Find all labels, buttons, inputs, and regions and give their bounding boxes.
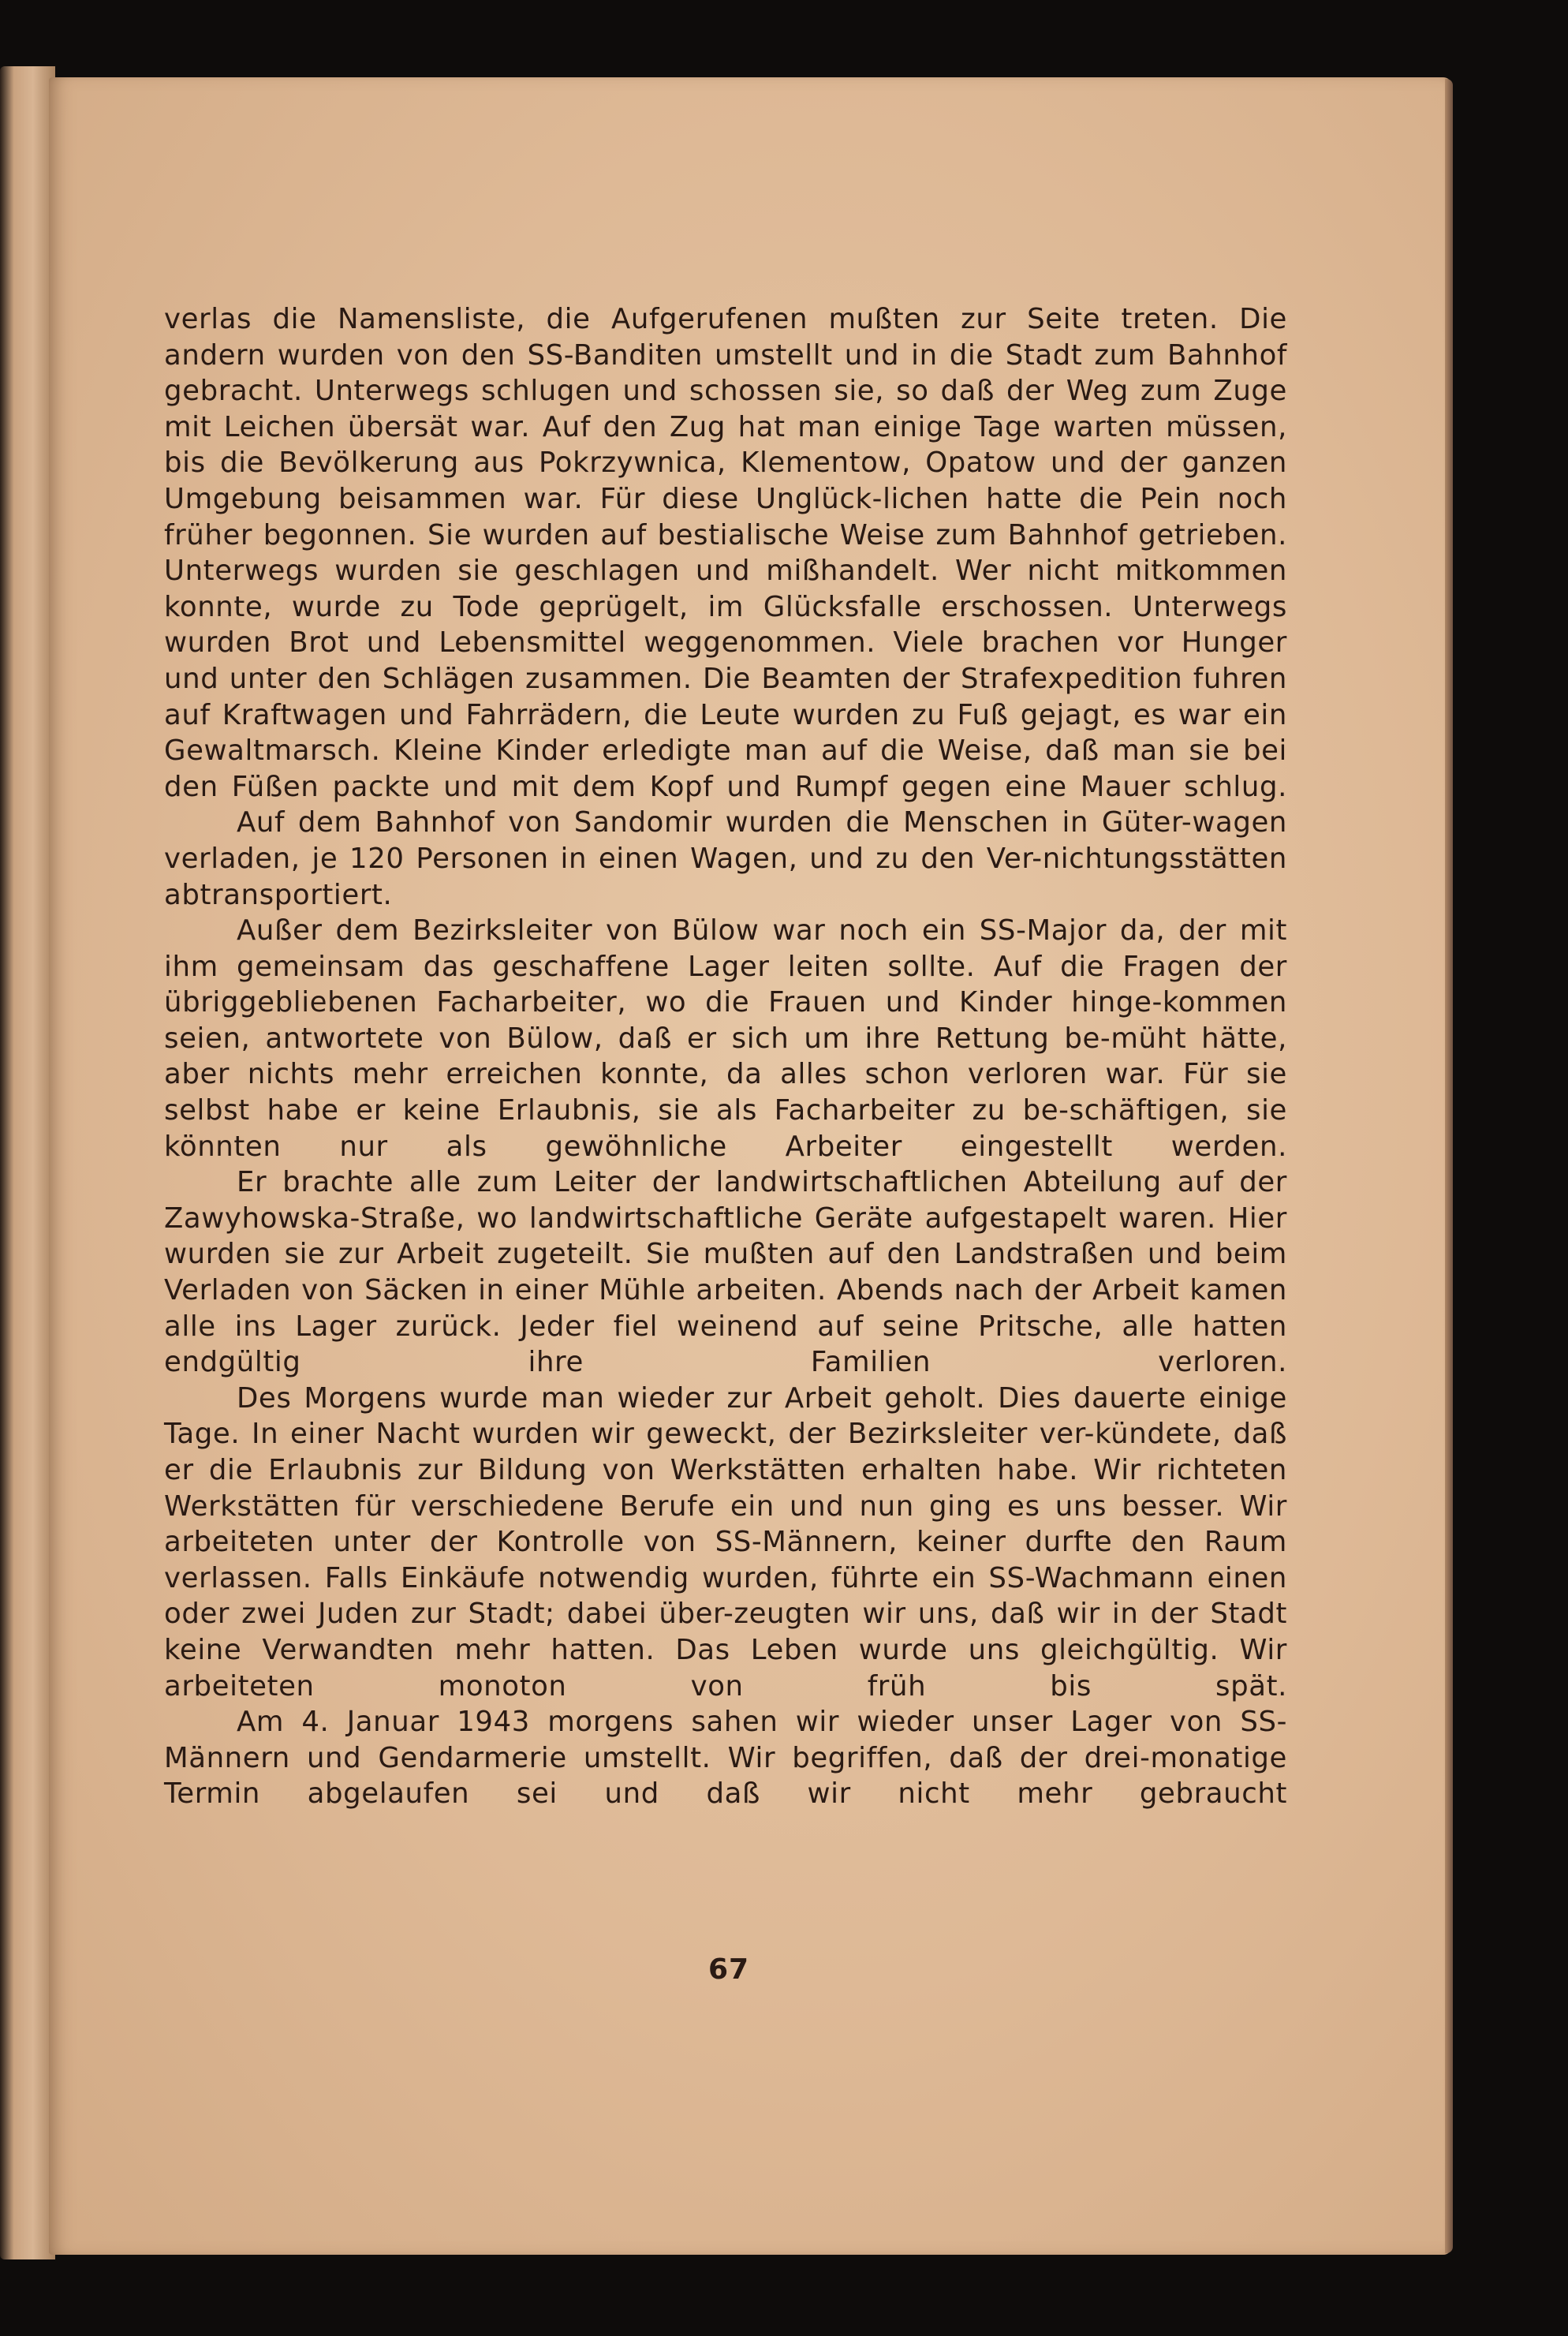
paragraph-3: Außer dem Bezirksleiter von Bülow war noch ein SS-Major da, der mit ihm gemeinsam das geschaffene Lager leiten sollte. Auf die Fragen der übriggebliebenen Facharbeiter, wo die Frauen und Kinder hinge-kommen seien, antwortete von Bülow, daß er sich um ihre Rettung be-müht hätte, aber nichts mehr erreichen konnte, da alles schon verloren war. Für sie selbst habe er keine Erlaubnis, sie als Facharbeiter zu be-schäftigen, sie könnten nur als gewöhnliche Arbeiter eingestellt werden. <box>164 914 1287 1163</box>
paragraph-1: verlas die Namensliste, die Aufgerufenen mußten zur Seite treten. Die andern wurden von den SS-Banditen umstellt und in die Stadt zum Bahnhof gebracht. Unterwegs schlugen und schossen sie, so daß der Weg zum Zuge mit Leichen übersät war. Auf den Zug hat man einige Tage warten müssen, bis die Bevölkerung aus Pokrzywnica, Klementow, Opatow und der ganzen Umgebung beisammen war. Für diese Unglück-lichen hatte die Pein noch früher begonnen. Sie wurden auf bestialische Weise zum Bahnhof getrieben. Unterwegs wurden sie geschlagen und mißhandelt. Wer nicht mitkommen konnte, wurde zu Tode geprügelt, im Glücksfalle erschossen. Unterwegs wurden Brot und Lebensmittel weggenommen. Viele brachen vor Hunger und unter den Schlägen zusammen. Die Beamten der Strafexpedition fuhren auf Kraftwagen und Fahrrädern, die Leute wurden zu Fuß gejagt, es war ein Gewaltmarsch. Kleine Kinder erledigte man auf die Weise, daß man sie bei den Füßen packte und mit dem Kopf und Rumpf gegen eine Mauer schlug. <box>164 303 1287 803</box>
paragraph-2: Auf dem Bahnhof von Sandomir wurden die Menschen in Güter-wagen verladen, je 120 Personen in einen Wagen, und zu den Ver-nichtungsstätten abtransportiert. <box>164 806 1287 911</box>
page-number: 67 <box>707 1953 750 1986</box>
paragraph-5: Des Morgens wurde man wieder zur Arbeit geholt. Dies dauerte einige Tage. In einer Nacht wurden wir geweckt, der Bezirksleiter ver-kündete, daß er die Erlaubnis zur Bildung von Werkstätten erhalten habe. Wir richteten Werkstätten für verschiedene Berufe ein und nun ging es uns besser. Wir arbeiteten unter der Kontrolle von SS-Männern, keiner durfte den Raum verlassen. Falls Einkäufe notwendig wurden, führte ein SS-Wachmann einen oder zwei Juden zur Stadt; dabei über-zeugten wir uns, daß wir in der Stadt keine Verwandten mehr hatten. Das Leben wurde uns gleichgültig. Wir arbeiteten monoton von früh bis spät. <box>164 1381 1287 1702</box>
body-text <box>164 301 1287 1812</box>
paragraph-4: Er brachte alle zum Leiter der landwirtschaftlichen Abteilung auf der Zawyhowska-Straße, wo landwirtschaftliche Geräte aufgestapelt waren. Hier wurden sie zur Arbeit zugeteilt. Sie mußten auf den Landstraßen und beim Verladen von Säcken in einer Mühle arbeiten. Abends nach der Arbeit kamen alle ins Lager zurück. Jeder fiel weinend auf seine Pritsche, alle hatten endgültig ihre Familien verloren. <box>164 1166 1287 1379</box>
page-right-edge <box>1445 79 1453 2253</box>
paragraph-6: Am 4. Januar 1943 morgens sahen wir wieder unser Lager von SS-Männern und Gendarmerie umstellt. Wir begriffen, daß der drei-monatige Termin abgelaufen sei und daß wir nicht mehr gebraucht <box>164 1706 1287 1811</box>
previous-page-edge <box>0 66 55 2259</box>
